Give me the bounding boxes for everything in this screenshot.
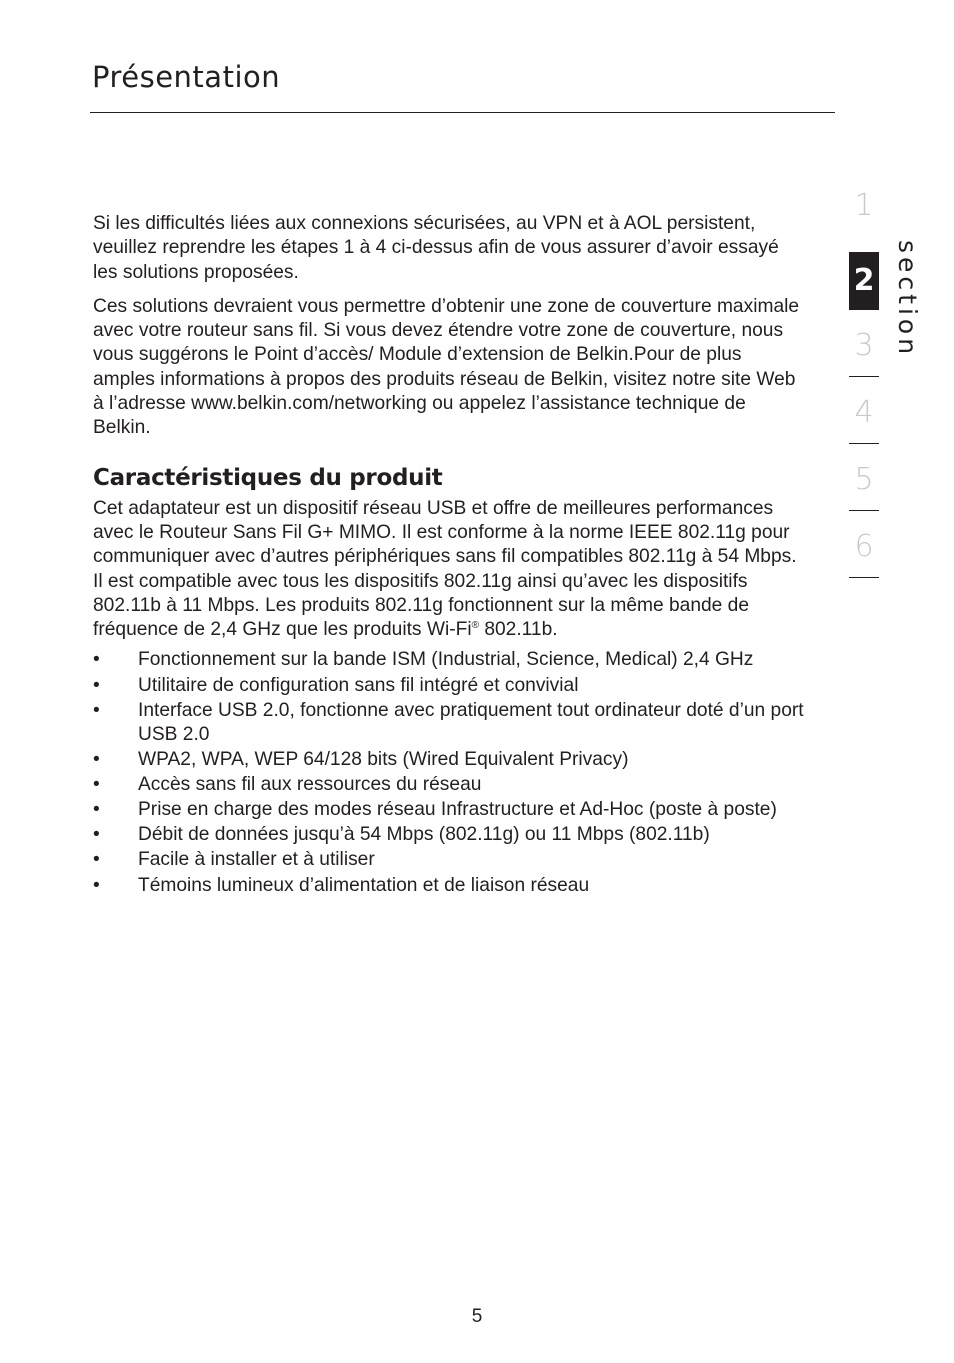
page-number: 5 [471, 1306, 483, 1327]
page-title: Présentation [92, 60, 281, 94]
paragraph-troubleshooting: Si les difficultés liées aux connexions sécurisées, au VPN et à AOL persistent, veuillez reprendre les étapes 1 à 4 ci-dessus afin de vous assurer d’avoir essayé les solutions proposées. [93, 213, 779, 283]
section-number-label: 2 [853, 263, 875, 298]
section-number-4 [849, 392, 879, 444]
features-intro [93, 497, 808, 643]
main-content [93, 212, 808, 899]
section-number-6 [849, 526, 879, 578]
list-item: • Prise en charge des modes réseau Infrastructure et Ad-Hoc (poste à poste) [93, 798, 808, 822]
registered-mark: ® [471, 620, 479, 632]
section-divider [849, 577, 879, 578]
features-heading: Caractéristiques du produit [93, 464, 443, 491]
list-item: • Interface USB 2.0, fonctionne avec pratiquement tout ordinateur doté d’un port USB 2.0 [93, 699, 808, 748]
section-number-5 [849, 459, 879, 511]
list-item: • Accès sans fil aux ressources du réseau [93, 773, 808, 797]
section-number-2-active [849, 252, 879, 310]
paragraph-coverage: Ces solutions devraient vous permettre d’obtenir une zone de couverture maximale avec votre routeur sans fil. Si vous devez étendre votre zone de couverture, nous vous suggérons le Point d’accès/ Module d’extension de Belkin.Pour de plus amples informations à propos des produits réseau de Belkin, visitez notre site Web à l’adresse www.belkin.com/networking ou appelez l’assistance technique de Belkin. [93, 295, 800, 439]
section-number-label: 5 [854, 462, 874, 497]
section-divider [849, 376, 879, 377]
section-label: section [893, 240, 922, 359]
header-divider [90, 112, 835, 113]
section-number-label: 3 [854, 328, 874, 363]
section-number-label: 1 [854, 188, 874, 223]
features-intro-text: Cet adaptateur est un dispositif réseau USB et offre de meilleures performances avec le Routeur Sans Fil G+ MIMO. Il est conforme à la norme IEEE 802.11g pour communiquer avec d’autres périphériques sans fil compatibles 802.11g à 54 Mbps. Il est compatible avec tous les dispositifs 802.11g ainsi qu’avec les dispositifs 802.11b à 11 Mbps. Les produits 802.11g fonctionnent sur la même bande de fréquence de 2,4 GHz que les produits Wi-Fi [93, 497, 797, 641]
list-item: • Témoins lumineux d’alimentation et de liaison réseau [93, 874, 808, 898]
list-item: • WPA2, WPA, WEP 64/128 bits (Wired Equivalent Privacy) [93, 748, 808, 772]
features-intro-end: 802.11b. [478, 619, 558, 641]
features-list [93, 648, 808, 897]
section-number-label: 4 [854, 395, 874, 430]
list-item: • Débit de données jusqu’à 54 Mbps (802.11g) ou 11 Mbps (802.11b) [93, 823, 808, 847]
list-item: • Fonctionnement sur la bande ISM (Industrial, Science, Medical) 2,4 GHz [93, 648, 808, 672]
section-divider [849, 510, 879, 511]
list-item: • Utilitaire de configuration sans fil intégré et convivial [93, 674, 808, 698]
section-number-3 [849, 325, 879, 377]
list-item: • Facile à installer et à utiliser [93, 848, 808, 872]
section-number-1 [849, 185, 879, 237]
section-nav [849, 185, 881, 593]
section-divider [849, 443, 879, 444]
section-number-label: 6 [854, 529, 874, 564]
